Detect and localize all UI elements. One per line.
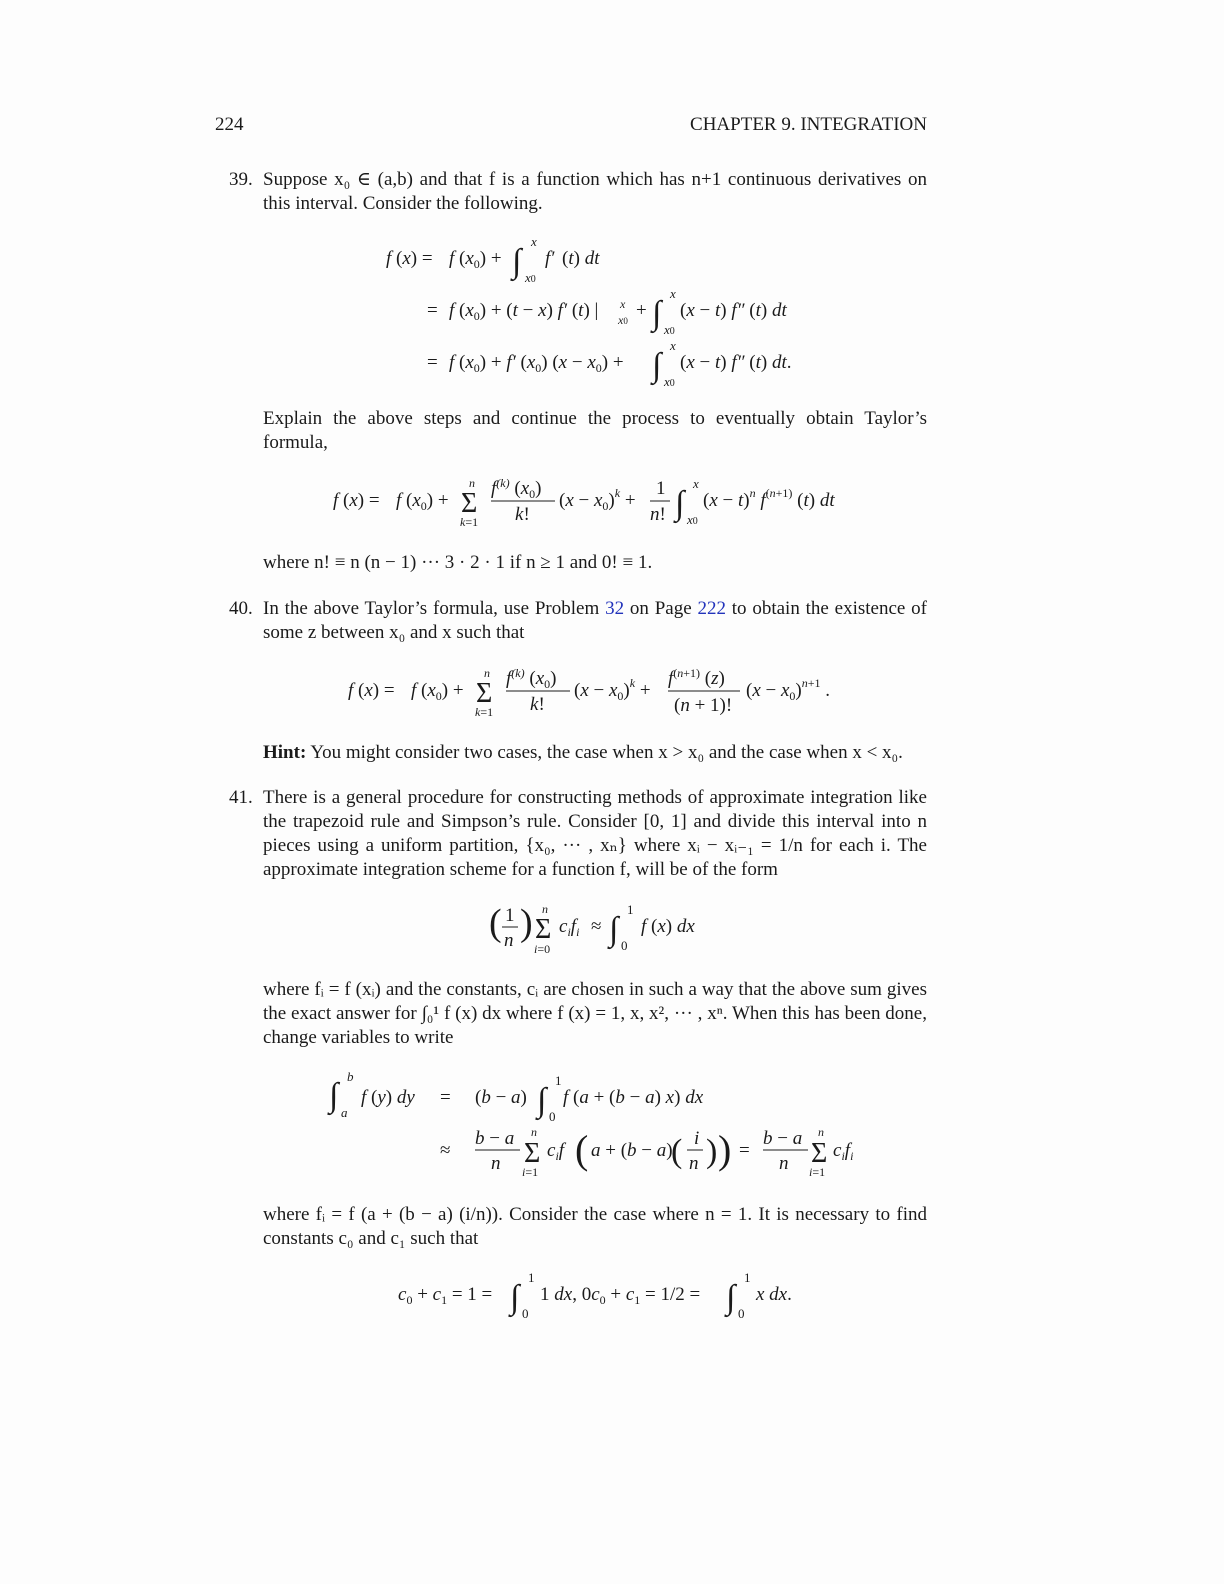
svg-text:Σ: Σ [524, 1138, 541, 1169]
svg-text:(x0) +: $(x_0)$ + [406, 490, 449, 513]
svg-text:1 dx, 0c0 + c1 = 1/2 =: 1 dx, $0c_0 + c_1 = 1/2$ = [540, 1284, 701, 1307]
svg-text:Σ: Σ [535, 914, 552, 945]
svg-text:(a + (b − a) x) dx: (a + (b − a) x) dx [573, 1087, 704, 1108]
svg-text:i: i [694, 1128, 700, 1149]
svg-text:x: x [693, 476, 699, 491]
svg-text:): ) [706, 1133, 718, 1170]
svg-text:(: ( [489, 902, 502, 944]
svg-text:f: f [411, 680, 417, 701]
svg-text:=: = [739, 1140, 750, 1161]
svg-text:x0: x0 [664, 322, 675, 337]
approx-integration-scheme [485, 895, 715, 961]
svg-text:(x − x0)k +: $(x - x_0)^k$ + [574, 676, 651, 703]
problem-32-link[interactable]: 32 [605, 598, 625, 619]
svg-text:(x0) +: $(x_0)$ + [421, 680, 464, 703]
problem-39-equation-chain [370, 228, 840, 393]
svg-text:Σ: Σ [461, 488, 478, 519]
svg-text:k=1: k=1 [475, 705, 494, 719]
taylor-remainder-formula [340, 660, 860, 724]
svg-text:(x) =: (x) = [343, 490, 380, 511]
svg-text:x0: x0 [687, 512, 698, 527]
svg-text:f: f [361, 1087, 367, 1108]
svg-text:f(k) (x0): f(k) $(x_0)$ [491, 476, 542, 501]
svg-text:∫: ∫ [537, 1082, 547, 1119]
svg-text:f′: f′ [545, 248, 555, 269]
svg-text:=: = [440, 1087, 451, 1108]
svg-text:∫: ∫ [652, 347, 662, 384]
svg-text:1: 1 [656, 478, 666, 499]
svg-text:n: n [818, 1125, 824, 1139]
problem-41-text-1: There is a general procedure for constructing methods of approximate integration like the trapezoid rule and Simpson’s rule. Consider [0, 1] and divide this interval into n pieces using a uniform partition, {x₀, ··· , xₙ} where xᵢ − xᵢ₋₁ = 1/n for each i. The approximate integration scheme for a function f, will be of the form [263, 787, 927, 880]
svg-text:∫: ∫ [512, 243, 522, 280]
svg-text:f(k) (x0): f(k) $(x_0)$ [506, 666, 557, 691]
svg-text:n: n [491, 1153, 501, 1174]
svg-text:0: 0 [549, 1109, 556, 1124]
svg-text:n: n [689, 1153, 699, 1174]
svg-text:Σ: Σ [811, 1138, 828, 1169]
svg-text:cifi: $c_if_i$ [559, 916, 580, 939]
svg-text:(b − a): (b − a) [475, 1087, 527, 1108]
svg-text:k!: k! [530, 694, 545, 715]
svg-text:1: 1 [505, 905, 515, 926]
svg-text:=: = [427, 300, 438, 321]
problem-40-hint: Hint: You might consider two cases, the case when x > x₀ and the case when x < x₀. [263, 742, 903, 763]
problem-39-number: 39. [229, 169, 253, 190]
svg-text:1: 1 [555, 1073, 562, 1088]
svg-text:x0: x0 [664, 374, 675, 389]
svg-text:0: 0 [621, 938, 628, 953]
svg-text:f: f [386, 248, 392, 269]
svg-text:f: f [396, 490, 402, 511]
svg-text:(n + 1)!: (n + 1)! [674, 695, 733, 716]
page-222-link[interactable]: 222 [697, 598, 726, 619]
svg-text:1: 1 [528, 1270, 535, 1285]
change-of-variables-equation [325, 1068, 885, 1188]
svg-text:∫: ∫ [675, 485, 685, 522]
svg-text:(y) dy: (y) dy [371, 1087, 415, 1108]
svg-text:1: 1 [744, 1270, 751, 1285]
svg-text:(x0) +: $(x_0)$ + [459, 248, 502, 271]
svg-text:cif: $c_if$ [547, 1140, 565, 1163]
svg-text:x: x [670, 338, 676, 353]
svg-text:f: f [563, 1087, 569, 1108]
page-number: 224 [215, 114, 244, 135]
svg-text:x: x [670, 286, 676, 301]
problem-39-text-1: Suppose x₀ ∈ (a,b) and that f is a function which has n+1 continuous derivatives on this interval. Consider the following. [263, 169, 927, 214]
svg-text:x0: x0 [525, 270, 536, 285]
svg-text:+: + [636, 300, 647, 321]
svg-text:x: x [531, 234, 537, 249]
svg-text:x0: x0 [618, 313, 628, 327]
svg-text:(t) dt: (t) dt [562, 248, 600, 269]
svg-text:f: f [449, 248, 455, 269]
svg-text:n: n [504, 930, 514, 951]
problem-41-number: 41. [229, 787, 253, 808]
svg-text:x: x [620, 297, 626, 311]
svg-text:(x0) + f′ (x0) (x − x0) +: $(x_0) + f'$ $(x_0) (x - x_0)$ + [459, 352, 624, 375]
svg-text:k=1: k=1 [460, 515, 479, 529]
svg-text:∫: ∫ [329, 1077, 339, 1114]
svg-text:(x0) + (t − x) f′ (t) |: $(x_0) + (t - x)$ f′ (t) | [459, 300, 599, 323]
problem-40-text: In the above Taylor’s formula, use Problem 32 on Page 222 to obtain the existence of some z between x₀ and x such that [263, 598, 927, 643]
svg-text:n!: n! [650, 504, 666, 525]
svg-text:f: f [449, 352, 455, 373]
problem-39-text-3: where n! ≡ n (n − 1) ··· 3 · 2 · 1 if n ≥ 1 and 0! ≡ 1. [263, 552, 653, 573]
svg-text:(x − t)n f(n+1) (t) dt: $(x - t)^n$ f(n+1) (t) dt [703, 486, 835, 511]
svg-text:(x − x0)k +: $(x - x_0)^k$ + [559, 486, 636, 513]
svg-text:n: n [779, 1153, 789, 1174]
simpson-constants-equation [392, 1266, 812, 1326]
svg-text:f: f [348, 680, 354, 701]
svg-text:x dx.: x dx. [756, 1284, 792, 1305]
svg-text:f: f [449, 300, 455, 321]
svg-text:a + (b − a): a + (b − a) [591, 1140, 673, 1161]
svg-text:i=0: i=0 [534, 942, 551, 956]
svg-text:∫: ∫ [609, 911, 619, 948]
svg-text:cifi: $c_if_i$ [833, 1140, 854, 1163]
problem-41-text-2: where fᵢ = f (xᵢ) and the constants, cᵢ are chosen in such a way that the above sum gives the exact answer for ∫₀¹ f (x) dx where f (x) = 1, x, x², ··· , xⁿ. When this has been done, change variables to write [263, 979, 927, 1048]
svg-text:c0 + c1 = 1 =: $c_0 + c_1 = 1$ = [398, 1284, 493, 1307]
taylor-formula [325, 472, 885, 532]
svg-text:(x − t) f″ (t) dt: (x − t) f″ (t) dt [680, 300, 787, 321]
svg-text:(x − t) f″ (t) dt.: (x − t) f″ (t) dt. [680, 352, 792, 373]
svg-text:n: n [469, 476, 475, 490]
svg-text:(x) =: (x) = [358, 680, 395, 701]
svg-text:f(n+1) (z): f(n+1) (z) [668, 666, 725, 689]
svg-text:i=1: i=1 [809, 1165, 826, 1179]
svg-text:f: f [641, 916, 647, 937]
svg-text:): ) [520, 902, 533, 944]
svg-text:n: n [484, 666, 490, 680]
svg-text:(: ( [671, 1133, 683, 1170]
svg-text:0: 0 [522, 1306, 529, 1321]
svg-text:): ) [718, 1127, 732, 1172]
svg-text:i=1: i=1 [522, 1165, 539, 1179]
svg-text:∫: ∫ [510, 1279, 520, 1316]
svg-text:a: a [341, 1105, 348, 1120]
svg-text:(x) =: (x) = [396, 248, 433, 269]
svg-text:≈: ≈ [440, 1140, 451, 1161]
svg-text:b − a: b − a [763, 1128, 803, 1149]
problem-40-number: 40. [229, 598, 253, 619]
svg-text:∫: ∫ [652, 295, 662, 332]
chapter-heading: CHAPTER 9. INTEGRATION [690, 114, 927, 135]
svg-text:∫: ∫ [726, 1279, 736, 1316]
svg-text:(x − x0)n+1 .: $(x - x_0)^{n+1}$ . [746, 676, 831, 703]
svg-text:(: ( [575, 1127, 589, 1172]
svg-text:b: b [347, 1069, 354, 1084]
svg-text:n: n [542, 902, 548, 916]
svg-text:=: = [427, 352, 438, 373]
svg-text:n: n [531, 1125, 537, 1139]
svg-text:k!: k! [515, 504, 530, 525]
svg-text:1: 1 [627, 902, 634, 917]
svg-text:b − a: b − a [475, 1128, 515, 1149]
svg-text:0: 0 [738, 1306, 745, 1321]
problem-39-text-2: Explain the above steps and continue the process to eventually obtain Taylor’s formula, [263, 408, 927, 453]
svg-text:Σ: Σ [476, 678, 493, 709]
svg-text:f: f [333, 490, 339, 511]
svg-text:(x) dx: (x) dx [651, 916, 695, 937]
problem-41-text-3: where fᵢ = f (a + (b − a) (i/n)). Consider the case where n = 1. It is necessary to find constants c₀ and c₁ such that [263, 1204, 927, 1249]
svg-text:≈: ≈ [591, 916, 602, 937]
